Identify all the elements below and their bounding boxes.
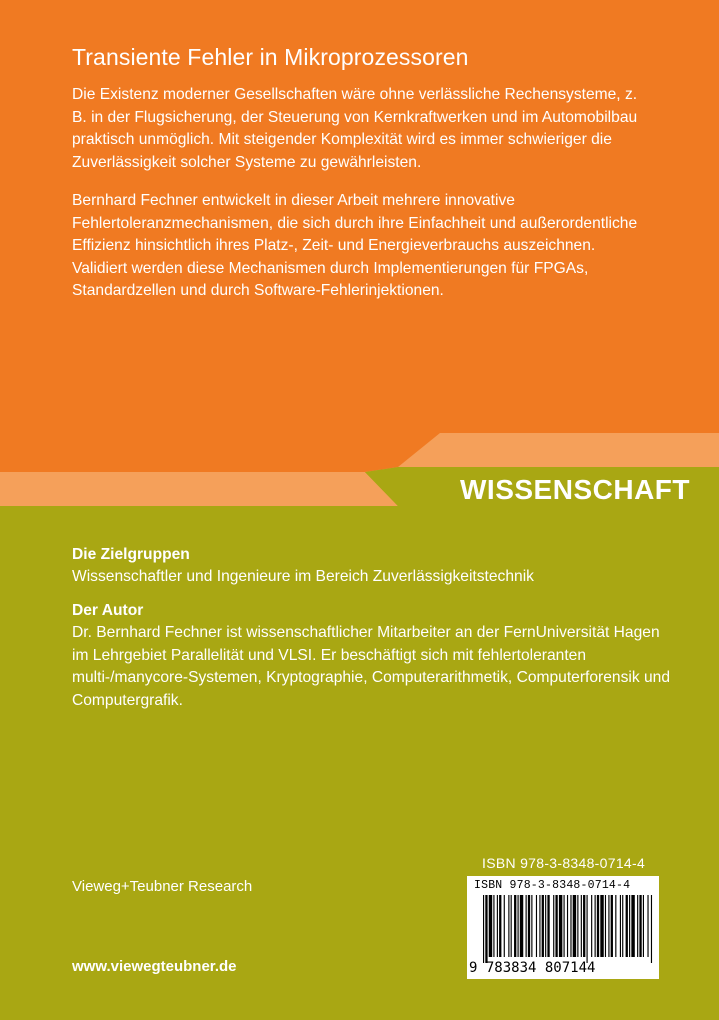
barcode-bar	[528, 895, 530, 957]
barcode-bar	[545, 895, 546, 957]
barcode-bar	[508, 895, 509, 957]
target-group-heading: Die Zielgruppen	[72, 546, 190, 563]
barcode-bar	[539, 895, 540, 957]
barcode-bar	[499, 895, 501, 957]
barcode-bar	[493, 895, 494, 957]
barcode-bar	[622, 895, 623, 957]
publisher-website: www.viewegteubner.de	[72, 958, 237, 975]
barcode-bar	[570, 895, 571, 957]
barcode-bar	[577, 895, 578, 957]
target-group-section	[72, 544, 672, 589]
barcode-bar	[637, 895, 638, 957]
description-paragraph-1: Die Existenz moderner Gesellschaften wäre ohne verlässliche Rechensysteme, z. B. in der Flugsicherung, der Steuerung von Kernkraftwerken und im Automobilbau praktisch unmöglich. Mit steigender Komplexität wird es immer schwieriger die Zuverlässigkeit solcher Systeme zu gewährleisten.	[72, 86, 638, 171]
barcode-bar	[595, 895, 596, 957]
publisher-name: Vieweg+Teubner Research	[72, 878, 253, 895]
barcode-bar	[520, 895, 523, 957]
barcode-bar	[553, 895, 554, 957]
barcode-bar	[643, 895, 644, 957]
barcode-bar	[567, 895, 568, 957]
barcode-bar	[611, 895, 613, 957]
barcode-bar	[651, 895, 652, 963]
barcode-bar	[587, 895, 588, 963]
author-text: Dr. Bernhard Fechner ist wissenschaftlicher Mitarbeiter an der FernUniversität Hagen im Lehrgebiet Parallelität und VLSI. Er beschäftigt sich mit fehlertoleranten multi-/manycore-Systemen, Kryptographie, Computerarithmetik, Computerforensik und Computergrafik.	[72, 624, 670, 709]
barcode-bar	[483, 895, 484, 963]
barcode-bar	[555, 895, 557, 957]
barcode-isbn-text: ISBN 978-3-8348-0714-4	[474, 879, 631, 892]
barcode-bar	[600, 895, 603, 957]
description-paragraph-2: Bernhard Fechner entwickelt in dieser Arbeit mehrere innovative Fehlertoleranzmechanismen, die sich durch ihre Einfachheit und außerordentliche Effizienz hinsichtlich ihres Platz-, Zeit- und Energieverbrauchs auszeichnen. Validiert werden diese Mechanismen durch Implementierungen für FPGAs, Standardzellen und durch Software-Fehlerinjektionen.	[72, 192, 638, 299]
barcode-bar	[542, 895, 544, 957]
barcode-bar	[489, 895, 492, 957]
barcode-bar	[608, 895, 609, 957]
barcode-bar	[547, 895, 549, 957]
barcode-bar	[581, 895, 582, 957]
barcode-bar	[620, 895, 621, 957]
barcode-bar	[629, 895, 630, 957]
barcode-bar	[605, 895, 606, 957]
barcode-bar	[485, 895, 487, 963]
barcode-digits: 9 783834 807144	[469, 960, 596, 976]
barcode-bar	[615, 895, 616, 957]
book-title: Transiente Fehler in Mikroprozessoren	[72, 44, 469, 70]
barcode-bar	[531, 895, 532, 957]
isbn-label: ISBN 978-3-8348-0714-4	[482, 855, 646, 871]
barcode-bar	[497, 895, 498, 957]
series-label: WISSENSCHAFT	[460, 474, 690, 505]
barcode-bar	[583, 895, 585, 957]
barcode-bar	[559, 895, 562, 957]
barcode-bar	[639, 895, 641, 957]
barcode-bar	[573, 895, 576, 957]
barcode-bar	[626, 895, 628, 957]
author-section	[72, 600, 672, 712]
barcode-bar	[514, 895, 516, 957]
barcode-bar	[504, 895, 505, 957]
barcode-bar	[631, 895, 634, 957]
target-group-text: Wissenschaftler und Ingenieure im Bereich Zuverlässigkeitstechnik	[72, 568, 534, 585]
barcode	[467, 876, 659, 979]
barcode-bar	[564, 895, 565, 957]
barcode-bar	[597, 895, 599, 957]
barcode-bar	[511, 895, 512, 957]
barcode-bar	[526, 895, 527, 957]
barcode-bar	[518, 895, 519, 957]
barcode-bar	[647, 895, 648, 957]
barcode-bar	[591, 895, 592, 957]
barcode-bar	[536, 895, 537, 957]
author-heading: Der Autor	[72, 602, 144, 619]
